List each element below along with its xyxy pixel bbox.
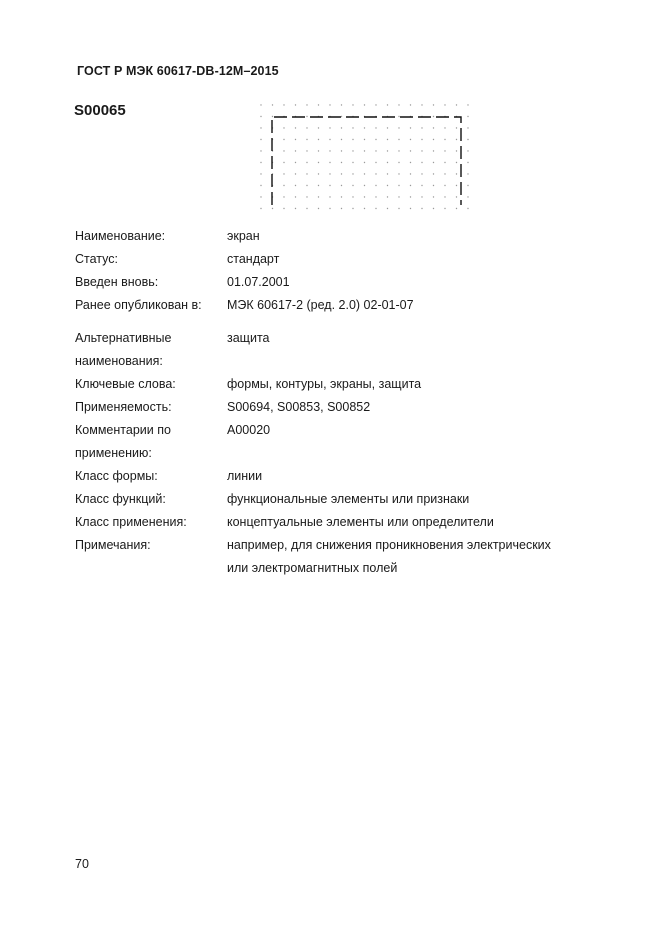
property-row-keywords xyxy=(75,373,635,396)
property-label: Ранее опубликован в: xyxy=(75,298,202,312)
property-value: МЭК 60617-2 (ред. 2.0) 02-01-07 xyxy=(227,298,414,312)
property-row-status xyxy=(75,248,635,271)
property-value: например, для снижения проникновения электрических xyxy=(227,538,551,552)
property-label: Применяемость: xyxy=(75,400,172,414)
property-label: Класс формы: xyxy=(75,469,158,483)
property-row-application-notes-cont xyxy=(75,442,635,465)
property-label: Наименование: xyxy=(75,229,166,243)
property-label: применению: xyxy=(75,446,152,460)
property-value: защита xyxy=(227,331,270,345)
property-value: 01.07.2001 xyxy=(227,275,290,289)
property-row-notes-cont xyxy=(75,557,635,580)
property-label: Класс функций: xyxy=(75,492,166,506)
property-row-shape-class xyxy=(75,465,635,488)
property-label xyxy=(75,557,227,580)
property-value xyxy=(227,442,635,465)
property-row-previously-published xyxy=(75,294,635,317)
property-value: стандарт xyxy=(227,252,280,266)
property-value: S00694, S00853, S00852 xyxy=(227,400,371,414)
property-value xyxy=(227,350,635,373)
screen-symbol-icon xyxy=(252,100,482,218)
property-label: наименования: xyxy=(75,354,163,368)
dashed-frame xyxy=(272,117,461,205)
standard-header: ГОСТ Р МЭК 60617-DB-12M–2015 xyxy=(77,64,279,78)
property-label: Введен вновь: xyxy=(75,275,159,289)
property-row-application-notes xyxy=(75,419,635,442)
property-row-introduced xyxy=(75,271,635,294)
page-number: 70 xyxy=(75,857,89,871)
property-row-alt-names-cont xyxy=(75,350,635,373)
property-label: Комментарии по xyxy=(75,423,171,437)
property-label: Статус: xyxy=(75,252,118,266)
property-row-name xyxy=(75,225,635,248)
property-value: экран xyxy=(227,229,260,243)
section-gap xyxy=(75,317,635,327)
property-label: Альтернативные xyxy=(75,331,172,345)
property-row-function-class xyxy=(75,488,635,511)
property-value: функциональные элементы или признаки xyxy=(227,492,470,506)
property-value: концептуальные элементы или определители xyxy=(227,515,494,529)
property-label: Класс применения: xyxy=(75,515,187,529)
symbol-code: S00065 xyxy=(74,102,126,119)
property-row-alt-names xyxy=(75,327,635,350)
property-label: Примечания: xyxy=(75,538,151,552)
property-row-applicability xyxy=(75,396,635,419)
property-row-application-class xyxy=(75,511,635,534)
property-value: линии xyxy=(227,469,263,483)
property-list xyxy=(75,225,635,580)
property-label: Ключевые слова: xyxy=(75,377,176,391)
property-row-notes xyxy=(75,534,635,557)
property-value: или электромагнитных полей xyxy=(227,561,398,575)
property-value: A00020 xyxy=(227,423,271,437)
dot-grid xyxy=(260,104,468,209)
property-value: формы, контуры, экраны, защита xyxy=(227,377,422,391)
